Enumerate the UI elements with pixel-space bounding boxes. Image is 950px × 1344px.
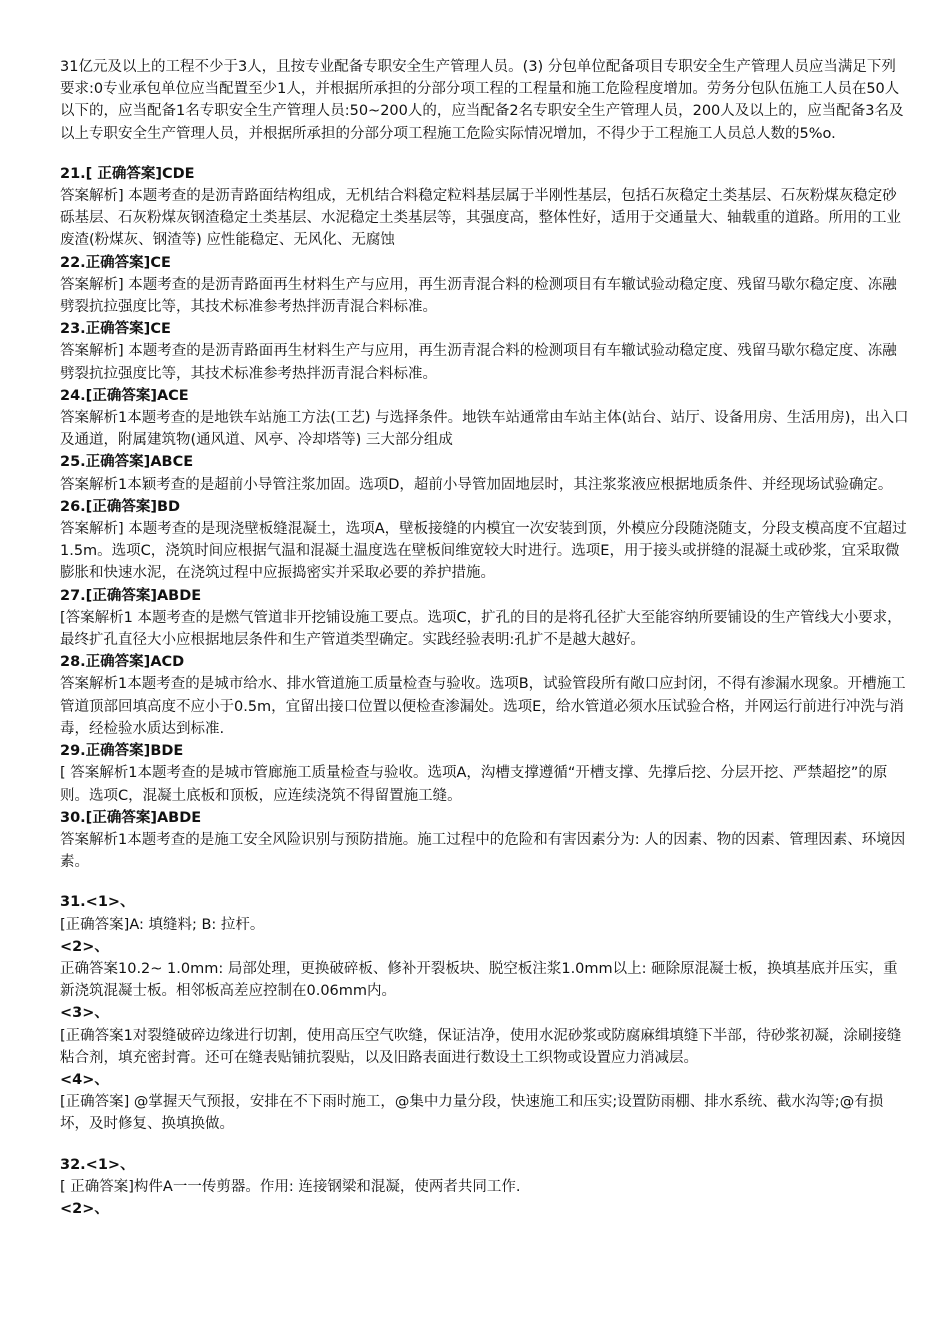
sub-question-answer: [正确答案1对裂缝破碎边缘进行切割，使用高压空气吹缝，保证洁净，使用水泥砂浆或防腐麻缉填缝下半部，待砂浆初凝，涂刷接缝粘合剂，填充密封膏。还可在缝表贴铺抗裂贴，以及旧路表面进行数设土工织物或设置应力消减层。 bbox=[60, 1027, 902, 1066]
answer-heading: 22.正确答案]CE bbox=[60, 254, 171, 271]
answer-item-21 bbox=[60, 163, 910, 252]
answer-explanation: 答案解析1本题考查的是地铁车站施工方法(工艺) 与选择条件。地铁车站通常由车站主体(站台、站厅、设备用房、生活用房)，出入口及通道，附属建筑物(通风道、风亭、冷却塔等) 三大部分组成 bbox=[60, 410, 909, 449]
answer-explanation: [答案解析1 本题考查的是燃气管道非开挖铺设施工要点。选项C，扩孔的目的是将孔径扩大至能容纳所要铺设的生产管线大小要求，最终扩孔直径大小应根据地层条件和生产管道类型确定。实践经验表明:孔扩不是越大越好。 bbox=[60, 609, 902, 649]
answer-heading: 27.[正确答案]ABDE bbox=[60, 587, 202, 604]
answer-item-29 bbox=[60, 740, 910, 807]
multiple-choice-answers bbox=[60, 163, 910, 874]
sub-question-label: <4>、 bbox=[60, 1071, 109, 1088]
document-page bbox=[60, 56, 910, 1220]
answer-heading: 23.正确答案]CE bbox=[60, 321, 171, 338]
answer-item-26 bbox=[60, 496, 910, 585]
answer-explanation: 答案解析1本颖考查的是超前小导管注浆加固。选项D，超前小导管加固地层时，其注浆浆液应根据地质条件、并经现场试验确定。 bbox=[60, 476, 893, 493]
answer-item-27 bbox=[60, 585, 910, 652]
answer-item-30 bbox=[60, 807, 910, 874]
sub-question-label: 32.<1>、 bbox=[60, 1156, 135, 1173]
section-gap bbox=[60, 1136, 910, 1154]
answer-explanation: 答案解析] 本题考查的是沥青路面结构组成，无机结合料稳定粒料基层属于半刚性基层，包括石灰稳定土类基层、石灰粉煤灰稳定砂砾基层、石灰粉煤灰钢渣稳定土类基层、水泥稳定土类基层等，其强度高，整体性好，适用于交通量大、轴载重的道路。所用的工业废渣(粉煤灰、钢渣等) 应性能稳定、无风化、无腐蚀 bbox=[60, 188, 901, 249]
sub-question-label: <2>、 bbox=[60, 1200, 109, 1217]
sub-question-answer: [ 正确答案]构件A一一传剪器。作用: 连接钢梁和混凝，使两者共同工作. bbox=[60, 1178, 521, 1195]
section-gap bbox=[60, 145, 910, 163]
answer-explanation: 答案解析] 本题考查的是沥青路面再生材料生产与应用，再生沥青混合料的检测项目有车辙试验动稳定度、残留马歇尔稳定度、冻融劈裂抗拉强度比等，其技术标准参考热拌沥青混合料标准。 bbox=[60, 343, 897, 382]
answer-explanation: 答案解析] 本题考查的是沥青路面再生材料生产与应用，再生沥青混合料的检测项目有车辙试验动稳定度、残留马歇尔稳定度、冻融劈裂抗拉强度比等，其技术标准参考热拌沥青混合料标准。 bbox=[60, 276, 897, 316]
sub-question-label: 31.<1>、 bbox=[60, 894, 135, 911]
section-gap bbox=[60, 873, 910, 891]
case-question-32 bbox=[60, 1154, 910, 1221]
answer-heading: 26.[正确答案]BD bbox=[60, 498, 181, 515]
sub-question-label: <3>、 bbox=[60, 1005, 109, 1022]
answer-heading: 25.正确答案]ABCE bbox=[60, 454, 194, 471]
answer-explanation: [ 答案解析1本题考查的是城市管廊施工质量检查与验收。选项A，沟槽支撑遵循“开槽支撑、先撑后挖、分层开挖、严禁超挖”的原则。选项C，混凝土底板和顶板，应连续浇筑不得留置施工缝。 bbox=[60, 765, 888, 804]
answer-heading: 28.正确答案]ACD bbox=[60, 654, 185, 671]
answer-heading: 21.[ 正确答案]CDE bbox=[60, 165, 195, 182]
answer-heading: 24.[正确答案]ACE bbox=[60, 387, 189, 404]
sub-question-label: <2>、 bbox=[60, 938, 109, 955]
answer-explanation: 答案解析1本题考查的是城市给水、排水管道施工质量检查与验收。选项B，试验管段所有敞口应封闭，不得有渗漏水现象。开槽施工管道顶部回填高度不应小于0.5m，宜留出接口位置以便检查渗漏处。选项E，给水管道必须水压试验合格，并网运行前进行冲洗与消毒，经检验水质达到标准. bbox=[60, 676, 906, 737]
sub-question-answer: [正确答案]A: 填缝料; B: 拉杆。 bbox=[60, 916, 265, 933]
answer-item-23 bbox=[60, 318, 910, 385]
sub-question-answer: 正确答案10.2~ 1.0mm: 局部处理，更换破碎板、修补开裂板块、脱空板注浆1.0mm以上: 砸除原混凝士板，换填基底并压实，重新浇筑混凝士板。相邻板高差应控制在0.06mm内。 bbox=[60, 960, 898, 1000]
answer-heading: 29.正确答案]BDE bbox=[60, 743, 184, 760]
answer-item-24 bbox=[60, 385, 910, 452]
answer-item-25 bbox=[60, 451, 910, 495]
intro-paragraph: 31亿元及以上的工程不少于3人，且按专业配备专职安全生产管理人员。(3) 分包单位配备项目专职安全生产管理人员应当满足下列要求:0专业承包单位应当配置至少1人，并根据所承担的分部分项工程的工程量和施工危险程度增加。劳务分包队伍施工人员在50人以下的，应当配备1名专职安全生产管理人员:50~200人的，应当配备2名专职安全生产管理人员，200人及以上的，应当配备3名及以上专职安全生产管理人员，并根据所承担的分部分项工程施工危险实际情况增加，不得少于工程施工人员总人数的5%o. bbox=[60, 59, 904, 142]
sub-question-answer: [正确答案] @掌握天气预报，安排在不下雨时施工，@集中力量分段，快速施工和压实;设置防雨棚、排水系统、截水沟等;@有损坏，及时修复、换填换做。 bbox=[60, 1094, 884, 1133]
answer-explanation: 答案解析] 本题考查的是现浇壁板缝混凝土，选项A，壁板接缝的内模宜一次安装到顶，外模应分段随浇随支，分段支模高度不宜超过1.5m。选项C，浇筑时间应根据气温和混凝土温度选在壁板间维宽较大时进行。选项E，用于接头或拼缝的混凝土或砂浆，宜采取微膨胀和快速水泥，在浇筑过程中应振捣密实并采取必要的养护措施。 bbox=[60, 521, 907, 582]
answer-item-28 bbox=[60, 651, 910, 740]
answer-item-22 bbox=[60, 252, 910, 319]
case-question-31 bbox=[60, 891, 910, 1135]
answer-heading: 30.[正确答案]ABDE bbox=[60, 809, 202, 826]
answer-explanation: 答案解析1本题考查的是施工安全风险识别与预防措施。施工过程中的危险和有害因素分为: 人的因素、物的因素、管理因素、环境因素。 bbox=[60, 831, 906, 871]
